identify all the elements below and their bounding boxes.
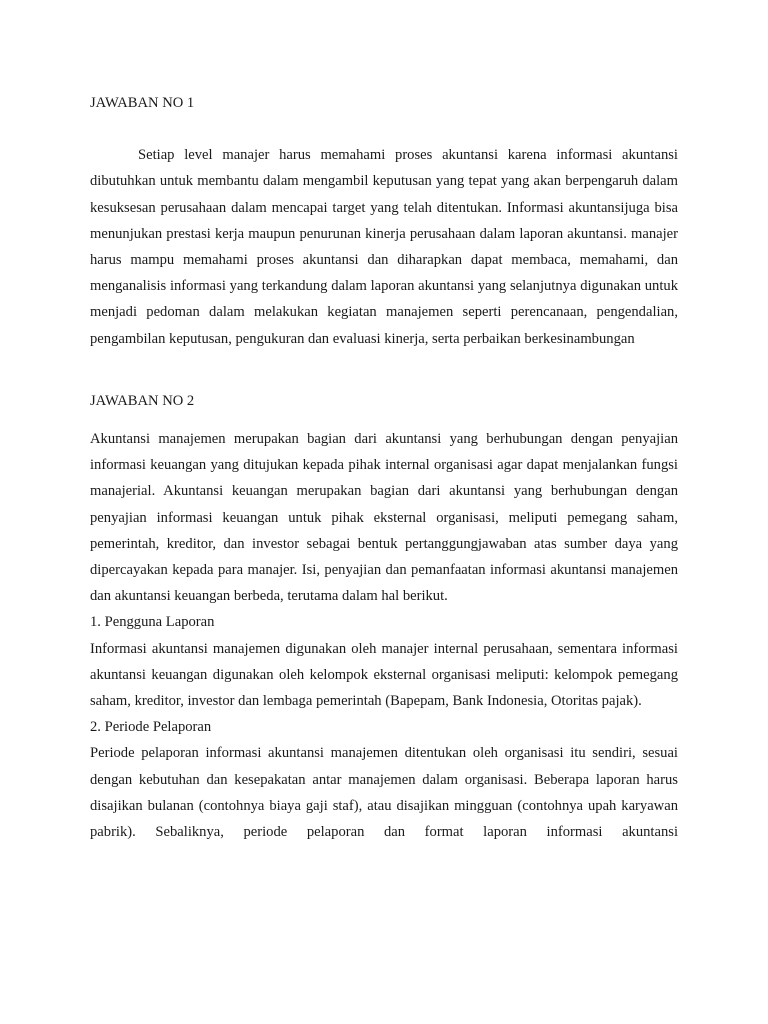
list-item-label-pengguna-laporan: 1. Pengguna Laporan (90, 614, 215, 631)
document-page (90, 90, 678, 845)
list-item-label-periode-pelaporan: 2. Periode Pelaporan (90, 719, 212, 736)
section-heading-1: JAWABAN NO 1 (90, 95, 195, 111)
section-heading-2: JAWABAN NO 2 (90, 392, 195, 409)
section-2-intro-paragraph: Akuntansi manajemen merupakan bagian dari akuntansi yang berhubungan dengan penyajian informasi keuangan yang ditujukan kepada pihak internal organisasi agar dapat menjalankan fungsi manajerial. Akuntansi keuangan merupakan bagian dari akuntansi yang berhubungan dengan penyajian informasi keuangan untuk pihak eksternal organisasi, meliputi pemegang saham, pemerintah, kreditor, dan investor sebagai bentuk pertanggungjawaban atas sumber daya yang dipercayakan kepada para manajer. Isi, penyajian dan pemanfaatan informasi akuntansi manajemen dan akuntansi keuangan berbeda, terutama dalam hal berikut. (90, 431, 678, 605)
section-1-paragraph: Setiap level manajer harus memahami proses akuntansi karena informasi akuntansi dibutuhkan untuk membantu dalam mengambil keputusan yang tepat yang akan berpengaruh dalam kesuksesan perusahaan dalam mencapai target yang telah ditentukan. Informasi akuntansijuga bisa menunjukan prestasi kerja maupun penurunan kinerja perusahaan dalam laporan akuntansi. manajer harus mampu memahami proses akuntansi dan diharapkan dapat membaca, memahami, dan menganalisis informasi yang terkandung dalam laporan akuntansi yang selanjutnya digunakan untuk menjadi pedoman dalam melakukan kegiatan manajemen seperti perencanaan, pengendalian, pengambilan keputusan, pengukuran dan evaluasi kinerja, serta perbaikan berkesinambungan (90, 147, 678, 347)
list-item-text-pengguna-laporan: Informasi akuntansi manajemen digunakan oleh manajer internal perusahaan, sementara informasi akuntansi keuangan digunakan oleh kelompok eksternal organisasi meliputi: kelompok pemegang saham, kreditor, investor dan lembaga pemerintah (Bapepam, Bank Indonesia, Otoritas pajak). (90, 640, 678, 710)
list-item-text-periode-pelaporan: Periode pelaporan informasi akuntansi manajemen ditentukan oleh organisasi itu sendiri, sesuai dengan kebutuhan dan kesepakatan antar manajemen dalam organisasi. Beberapa laporan harus disajikan bulanan (contohnya biaya gaji staf), atau disajikan mingguan (contohnya upah karyawan pabrik). Sebaliknya, periode pelaporan dan format laporan informasi akuntansi (90, 745, 678, 841)
